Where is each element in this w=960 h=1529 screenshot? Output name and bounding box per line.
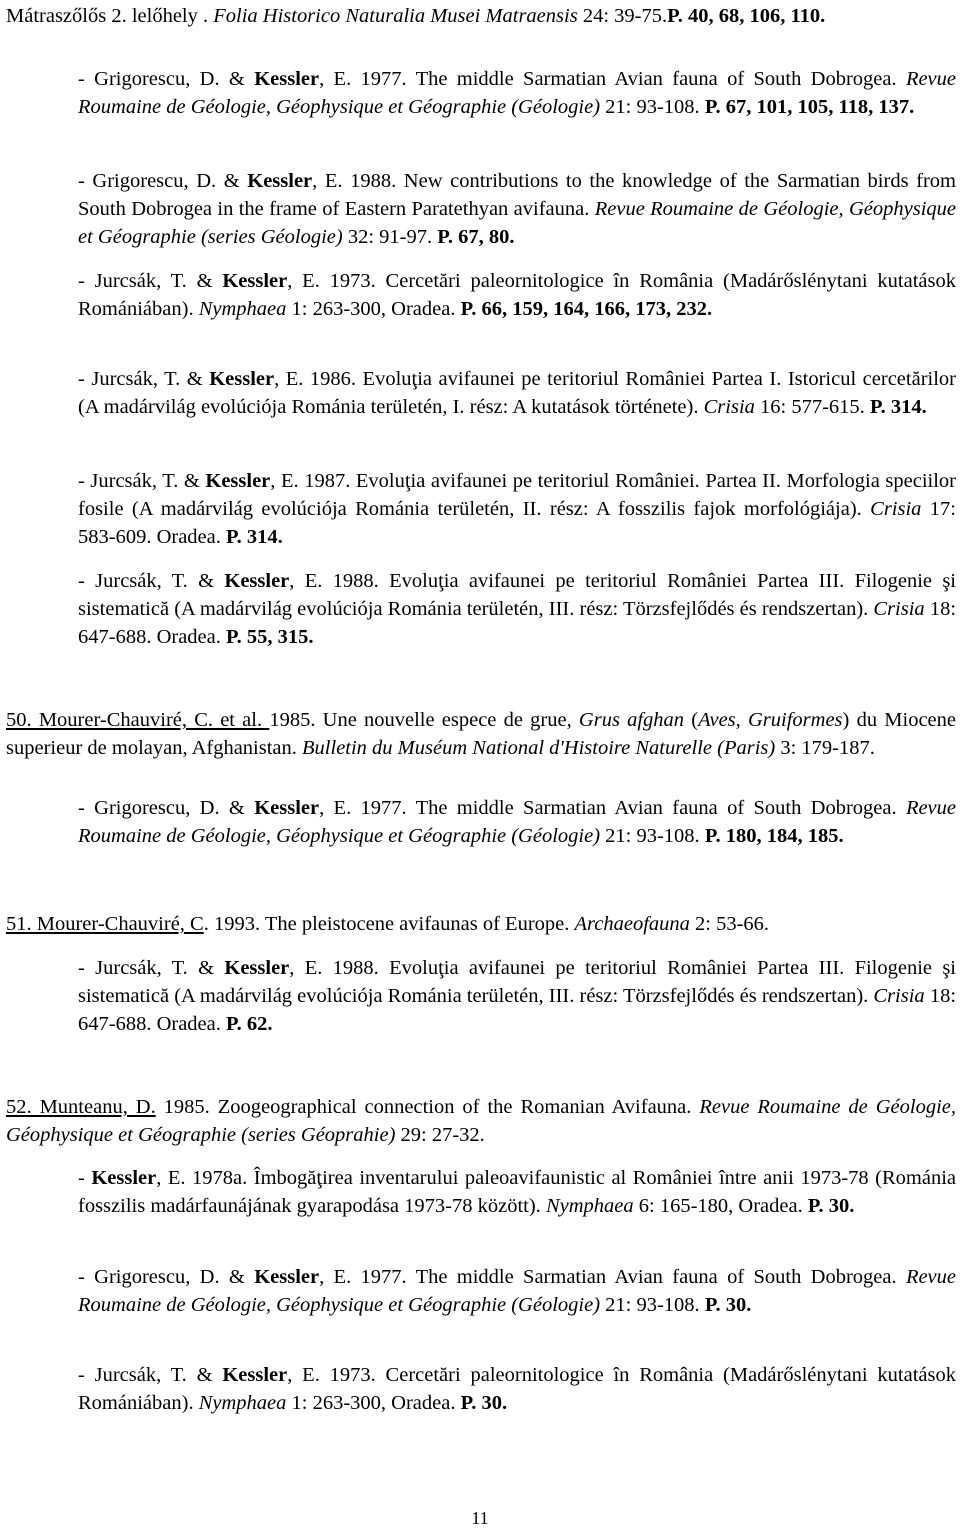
text-segment: 32: 91-97. — [342, 226, 438, 248]
reference-text — [6, 794, 956, 850]
reference-text — [6, 467, 956, 551]
text-segment: , E. 1988. Evoluţia avifaunei pe teritoriul României Partea III. Filogenie şi sistematică (A madárvilág evolúciója Románia területén, III. rész: Törzsfejlődés és rendszertan). — [78, 570, 957, 620]
text-segment: Kessler — [247, 170, 313, 192]
reference-entry — [6, 167, 956, 251]
reference-text — [6, 567, 956, 651]
text-segment: , E. 1988. New contributions to the knowledge of the Sarmatian birds from South Dobrogea in the frame of Eastern Paratethyan avifauna. — [78, 170, 956, 220]
text-segment: P. 67, 80. — [437, 226, 515, 248]
text-segment: 51. Mourer-Chauviré, C — [6, 913, 204, 935]
text-segment: Crisia — [873, 985, 925, 1007]
reference-entry — [6, 910, 956, 938]
text-segment: - Grigorescu, D. & — [78, 170, 248, 192]
text-segment: , E. 1973. Cercetări paleornitologice în România (Madárőslénytani kutatások Romániában). — [78, 1364, 956, 1414]
text-segment: P. 30. — [704, 1294, 752, 1316]
text-segment: ) du Miocene superieur de molayan, Afghanistan. — [6, 709, 956, 759]
text-segment: 18: 647-688. Oradea. — [78, 985, 957, 1035]
reference-entry — [6, 954, 956, 1038]
reference-entry — [6, 267, 956, 323]
reference-entry — [6, 1361, 956, 1417]
reference-text — [6, 910, 956, 938]
text-segment: Nymphaea — [198, 1392, 287, 1414]
reference-text — [6, 2, 956, 30]
text-segment: Kessler — [254, 797, 320, 819]
text-segment: , E. 1977. The middle Sarmatian Avian fauna of South Dobrogea. — [319, 68, 906, 90]
text-segment: P. 314. — [226, 526, 283, 548]
page-number: 11 — [471, 1508, 489, 1528]
text-segment: Kessler — [254, 68, 320, 90]
text-segment: - Jurcsák, T. & — [78, 1364, 223, 1386]
reference-entry — [6, 65, 956, 121]
text-segment: Crisia — [873, 598, 925, 620]
text-segment: P. 30. — [460, 1392, 508, 1414]
text-segment: Revue Roumaine de Géologie, Géophysique et Géographie (Géologie) — [78, 68, 957, 118]
text-segment: Kessler — [254, 1266, 320, 1288]
text-segment: Grus afghan — [578, 709, 685, 731]
text-segment: , E. 1977. The middle Sarmatian Avian fauna of South Dobrogea. — [319, 1266, 906, 1288]
text-segment: Revue Roumaine de Géologie, Géophysique et Géographie (Géologie) — [78, 797, 957, 847]
text-segment: 2: 53-66. — [689, 913, 770, 935]
text-segment: Bulletin du Muséum National d'Histoire Naturelle (Paris) — [302, 737, 776, 759]
text-segment: Kessler — [224, 570, 290, 592]
text-segment: Kessler — [222, 1364, 288, 1386]
text-segment: 3: 179-187. — [775, 737, 875, 759]
text-segment: Crisia — [870, 498, 922, 520]
reference-text — [6, 267, 956, 323]
text-segment: 24: 39-75. — [577, 5, 668, 27]
text-segment: - Jurcsák, T. & — [78, 470, 206, 492]
text-segment: , E. 1986. Evoluţia avifaunei pe teritoriul României Partea I. Istoricul cercetărilor (A madárvilág evolúciója Románia területén, I. rész: A kutatások története). — [78, 368, 956, 418]
text-segment: Kessler — [224, 957, 290, 979]
text-segment: Nymphaea — [198, 298, 287, 320]
text-segment: Kessler — [205, 470, 271, 492]
reference-entry — [6, 1093, 956, 1149]
text-segment: P. 30. — [807, 1195, 855, 1217]
text-segment: P. 314. — [869, 396, 927, 418]
text-segment: , E. 1973. Cercetări paleornitologice în România (Madárőslénytani kutatások Romániában). — [78, 270, 956, 320]
text-segment: 52. Munteanu, D. — [6, 1096, 156, 1118]
text-segment: - Grigorescu, D. & — [78, 68, 255, 90]
text-segment: Kessler — [209, 368, 275, 390]
text-segment: 50. Mourer-Chauviré, C. et al. — [6, 709, 270, 731]
text-segment: P. 55, 315. — [226, 626, 314, 648]
reference-entry — [6, 365, 956, 421]
text-segment: Revue Roumaine de Géologie, Géophysique et Géographie (Géologie) — [78, 1266, 957, 1316]
text-segment: 1985. Zoogeographical connection of the Romanian Avifauna. — [155, 1096, 700, 1118]
reference-text — [6, 365, 956, 421]
reference-text — [6, 1093, 956, 1149]
text-segment: . 1993. The pleistocene avifaunas of Europe. — [203, 913, 575, 935]
reference-entry — [6, 467, 956, 551]
text-segment: 18: 647-688. Oradea. — [78, 598, 957, 648]
text-segment: 1985. Une nouvelle espece de grue, — [269, 709, 579, 731]
reference-text — [6, 1164, 956, 1220]
text-segment: P. 62. — [226, 1013, 273, 1035]
text-segment: P. 180, 184, 185. — [704, 825, 844, 847]
text-segment: , — [735, 709, 748, 731]
text-segment: , E. 1988. Evoluţia avifaunei pe teritoriul României Partea III. Filogenie şi sistematică (A madárvilág evolúciója Románia területén, III. rész: Törzsfejlődés és rendszertan). — [78, 957, 957, 1007]
text-segment: ( — [684, 709, 699, 731]
text-segment: P. 66, 159, 164, 166, 173, 232. — [460, 298, 713, 320]
text-segment: - Grigorescu, D. & — [78, 797, 255, 819]
text-segment: 29: 27-32. — [395, 1124, 485, 1146]
text-segment: - Jurcsák, T. & — [78, 368, 210, 390]
text-segment: 16: 577-615. — [754, 396, 870, 418]
text-segment: P. 67, 101, 105, 118, 137. — [704, 96, 915, 118]
reference-entry — [6, 706, 956, 762]
text-segment: - Jurcsák, T. & — [78, 957, 225, 979]
reference-entry — [6, 794, 956, 850]
text-segment: Nymphaea — [545, 1195, 634, 1217]
text-segment: Crisia — [703, 396, 755, 418]
reference-text — [6, 167, 956, 251]
text-segment: 21: 93-108. — [600, 825, 705, 847]
text-segment: - Grigorescu, D. & — [78, 1266, 255, 1288]
text-segment: Folia Historico Naturalia Musei Matraensis — [213, 5, 578, 27]
text-segment: - — [78, 1167, 92, 1189]
text-segment: 6: 165-180, Oradea. — [633, 1195, 808, 1217]
text-segment: Kessler — [91, 1167, 157, 1189]
reference-text — [6, 954, 956, 1038]
text-segment: 21: 93-108. — [600, 1294, 705, 1316]
text-segment: Gruiformes — [748, 709, 843, 731]
text-segment: Mátraszőlős 2. lelőhely . — [6, 5, 214, 27]
text-segment: 21: 93-108. — [600, 96, 705, 118]
text-segment: Revue Roumaine de Géologie, Géophysique et Géographie (series Géoprahie) — [6, 1096, 956, 1146]
reference-entry — [6, 2, 956, 30]
text-segment: - Jurcsák, T. & — [78, 570, 225, 592]
text-segment: , E. 1977. The middle Sarmatian Avian fauna of South Dobrogea. — [319, 797, 906, 819]
reference-entry — [6, 1164, 956, 1220]
text-segment: , E. 1987. Evoluţia avifaunei pe teritoriul României. Partea II. Morfologia speciilor fosile (A madárvilág evolúciója Románia területén, II. rész: A fosszilis fajok morfológiája). — [78, 470, 956, 520]
text-segment: Kessler — [222, 270, 288, 292]
text-segment: 1: 263-300, Oradea. — [286, 1392, 461, 1414]
reference-entry — [6, 567, 956, 651]
reference-text — [6, 65, 956, 121]
text-segment: - Jurcsák, T. & — [78, 270, 223, 292]
text-segment: Revue Roumaine de Géologie, Géophysique et Géographie (series Géologie) — [78, 198, 956, 248]
text-segment: Archaeofauna — [574, 913, 690, 935]
text-segment: Aves — [698, 709, 736, 731]
reference-text — [6, 706, 956, 762]
reference-text — [6, 1361, 956, 1417]
text-segment: 17: 583-609. Oradea. — [78, 498, 956, 548]
reference-text — [6, 1263, 956, 1319]
text-segment: P. 40, 68, 106, 110. — [667, 5, 826, 27]
text-segment: 1: 263-300, Oradea. — [286, 298, 461, 320]
reference-entry — [6, 1263, 956, 1319]
text-segment: , E. 1978a. Îmbogăţirea inventarului paleoavifaunistic al României între anii 1973-78 (Románia fosszilis madárfaunájának gyarapodása 1973-78 között). — [78, 1167, 956, 1217]
